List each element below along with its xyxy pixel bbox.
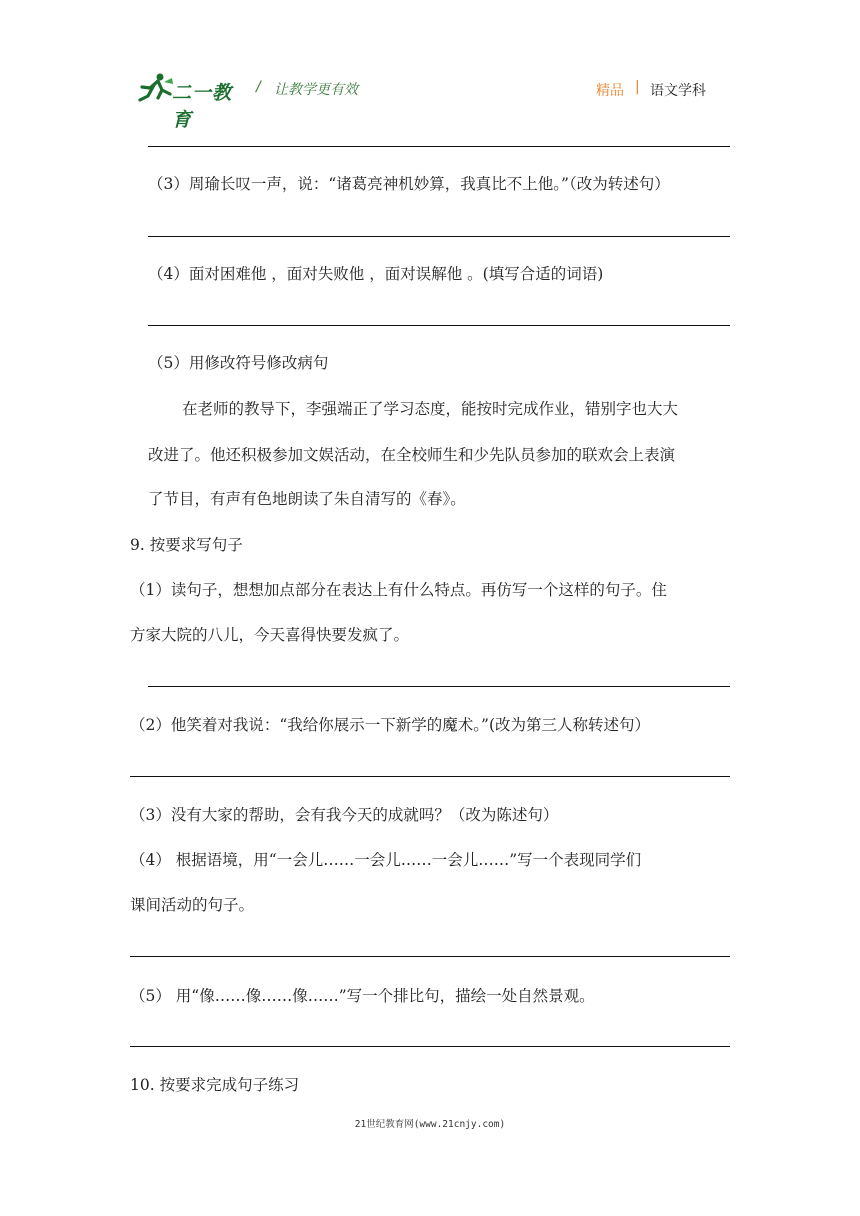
- section-9-item-1b: 方家大院的八儿，今天喜得快要发疯了。: [130, 626, 410, 644]
- header-bar: |: [635, 79, 640, 95]
- header-separator: /: [256, 79, 261, 95]
- section-9-item-4a: （4） 根据语境，用“一会儿……一会儿……一会儿……”写一个表现同学们: [130, 851, 642, 869]
- question-4: （4）面对困难他 ，面对失败他 ，面对误解他 。(填写合适的词语): [148, 265, 604, 283]
- question-3: （3）周瑜长叹一声，说：“诸葛亮神机妙算，我真比不上他。”（改为转述句）: [148, 175, 670, 193]
- answer-line: [148, 236, 730, 237]
- section-10-title: 10. 按要求完成句子练习: [130, 1076, 300, 1094]
- runner-logo-icon: [136, 72, 176, 104]
- page-footer: 21世纪教育网(www.21cnjy.com): [354, 1119, 506, 1130]
- section-9-item-2: （2）他笑着对我说：“我给你展示一下新学的魔术。”(改为第三人称转述句）: [130, 716, 651, 734]
- logo-text: 二一教育: [172, 82, 233, 131]
- answer-line: [130, 776, 730, 777]
- answer-line: [148, 325, 730, 326]
- paragraph-line-1: 在老师的教导下，李强端正了学习态度，能按时完成作业，错别字也大大: [182, 400, 679, 418]
- header-slogan: 让教学更有效: [274, 82, 358, 98]
- section-9-item-5: （5） 用“像……像……像……”写一个排比句，描绘一处自然景观。: [130, 987, 595, 1005]
- question-5: （5）用修改符号修改病句: [148, 354, 329, 372]
- section-9-title: 9. 按要求写句子: [130, 536, 243, 554]
- answer-line: [130, 956, 730, 957]
- logo: [136, 72, 246, 131]
- paragraph-line-2: 改进了。他还积极参加文娱活动，在全校师生和少先队员参加的联欢会上表演: [148, 446, 676, 464]
- answer-line: [148, 686, 730, 687]
- section-9-item-3: （3）没有大家的帮助，会有我今天的成就吗？（改为陈述句）: [130, 806, 559, 824]
- header-subject: 语文学科: [650, 83, 706, 99]
- answer-line: [130, 1046, 730, 1047]
- section-9-item-4b: 课间活动的句子。: [130, 896, 255, 914]
- answer-line: [148, 146, 730, 147]
- section-9-item-1a: （1）读句子，想想加点部分在表达上有什么特点。再仿写一个这样的句子。住: [130, 581, 667, 599]
- header-quality: 精品: [596, 83, 624, 99]
- paragraph-line-3: 了节目，有声有色地朗读了朱自清写的《春》。: [148, 490, 466, 508]
